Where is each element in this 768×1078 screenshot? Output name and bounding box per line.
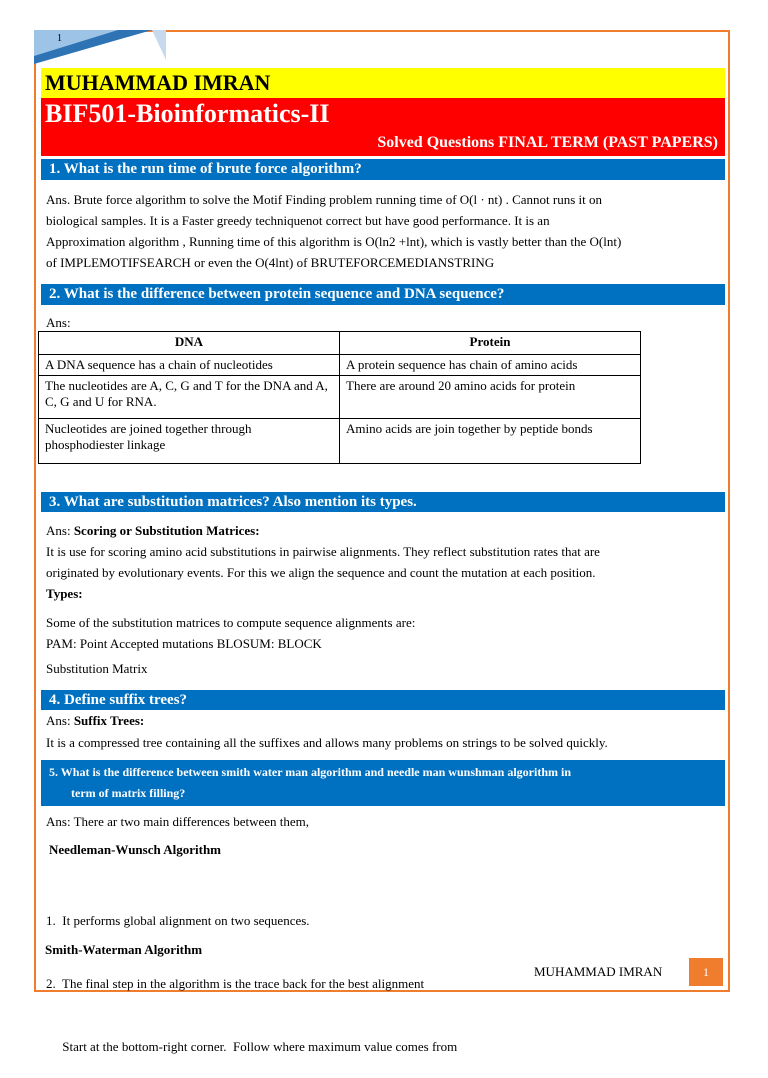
- footer-page-number: 1: [689, 958, 723, 986]
- question-1-heading: 1. What is the run time of brute force algorithm?: [41, 159, 725, 180]
- question-4-heading: 4. Define suffix trees?: [41, 690, 725, 710]
- answer-line: [46, 520, 721, 541]
- answer-line: It is use for scoring amino acid substitutions in pairwise alignments. They reflect substitution rates that are: [46, 544, 600, 559]
- table-cell: The nucleotides are A, C, G and T for the DNA and A, C, G and U for RNA.: [39, 376, 340, 419]
- list-item: 1. It performs global alignment on two sequences.: [46, 913, 310, 928]
- answer-line: originated by evolutionary events. For this we align the sequence and count the mutation at each position.: [46, 565, 596, 580]
- table-row: [39, 355, 641, 376]
- smith-waterman-title: Smith-Waterman Algorithm: [45, 942, 203, 957]
- question-2-ans-label: Ans:: [46, 315, 71, 330]
- answer-line: Ans. Brute force algorithm to solve the Motif Finding problem running time of O(l · nt) . Cannot runs it on: [46, 192, 603, 207]
- table-cell: A DNA sequence has a chain of nucleotides: [39, 355, 340, 376]
- ans-prefix: Ans:: [46, 713, 74, 728]
- top-page-number: 1: [57, 33, 62, 44]
- table-row: [39, 376, 641, 419]
- question-2-heading: 2. What is the difference between protein sequence and DNA sequence?: [41, 284, 725, 305]
- table-cell: A protein sequence has chain of amino acids: [340, 355, 641, 376]
- answer-line: PAM: Point Accepted mutations BLOSUM: BLOCK: [46, 636, 322, 651]
- question-1-answer: [46, 189, 721, 273]
- table-cell: There are around 20 amino acids for protein: [340, 376, 641, 419]
- question-5-heading-line: 5. What is the difference between smith water man algorithm and needle man wunshman algorithm in: [49, 765, 571, 779]
- ans-title: Scoring or Substitution Matrices:: [73, 523, 260, 538]
- answer-line: Some of the substitution matrices to compute sequence alignments are:: [46, 615, 416, 630]
- question-5-heading: [41, 760, 725, 806]
- answer-line: [46, 710, 721, 731]
- list-item: 2. The final step in the algorithm is the trace back for the best alignment: [46, 976, 425, 991]
- table-header: Protein: [340, 332, 641, 355]
- answer-line: It is a compressed tree containing all the suffixes and allows many problems on strings to be solved quickly.: [46, 735, 608, 750]
- table-cell: Nucleotides are joined together through phosphodiester linkage: [39, 419, 340, 464]
- question-5-heading-line: term of matrix filling?: [71, 786, 186, 800]
- table-header: DNA: [39, 332, 340, 355]
- types-label: Types:: [46, 586, 83, 601]
- table-cell: Amino acids are join together by peptide bonds: [340, 419, 641, 464]
- answer-line: of IMPLEMOTIFSEARCH or even the O(4lnt) of BRUTEFORCEMEDIANSTRING: [46, 255, 495, 270]
- answer-line: Approximation algorithm , Running time of this algorithm is O(ln2 +lnt), which is vastly better than the O(lnt): [46, 234, 622, 249]
- ans-title: Suffix Trees:: [73, 713, 145, 728]
- dna-protein-table: [38, 331, 641, 464]
- course-title: BIF501-Bioinformatics-II: [45, 99, 330, 128]
- ans-prefix: Ans:: [46, 523, 74, 538]
- question-5-ans: Ans: There ar two main differences between them,: [46, 814, 310, 829]
- table-header-row: [39, 332, 641, 355]
- answer-line: Substitution Matrix: [46, 661, 148, 676]
- list-item: Start at the bottom-right corner. Follow where maximum value comes from: [46, 1039, 458, 1054]
- question-3-heading: 3. What are substitution matrices? Also mention its types.: [41, 492, 725, 512]
- question-3-answer: [46, 520, 721, 679]
- author-name: MUHAMMAD IMRAN: [45, 70, 271, 95]
- needleman-wunsch-title: Needleman-Wunsch Algorithm: [49, 842, 222, 857]
- question-4-answer: [46, 710, 721, 753]
- answer-line: biological samples. It is a Faster greedy techniquenot correct but have good performance. It is an: [46, 213, 550, 228]
- table-row: [39, 419, 641, 464]
- page-subtitle: Solved Questions FINAL TERM (PAST PAPERS): [377, 134, 718, 151]
- footer-author: MUHAMMAD IMRAN: [534, 964, 663, 979]
